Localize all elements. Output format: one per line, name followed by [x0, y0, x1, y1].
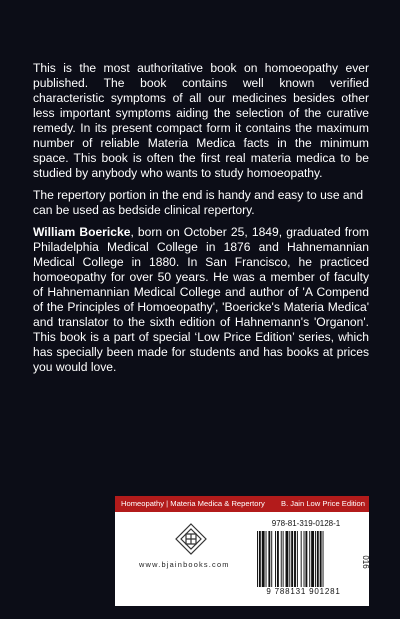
author-name: William Boericke	[33, 225, 131, 239]
bjain-logo-icon	[174, 522, 208, 556]
barcode	[256, 531, 351, 587]
barcode-bar	[283, 531, 284, 587]
barcode-bar	[277, 531, 279, 587]
barcode-bar	[262, 531, 265, 587]
author-bio-text: , born on October 25, 1849, graduated from Philadelphia Medical College in 1876 and Hahnemannian Medical College in 1880. In San Francisco, he practiced homoeopathy for over 50 years. He was a member of faculty of Hahnemannian Medical College and author of 'A Compend of the Principles of Homoeopathy', 'Boericke's Materia Medica' and translator to the sixth edition of Hahnemann's 'Organon'. This book is a part of special ‘Low Price Edition’ series, which has specially been made for students and has books at prices you would love.	[33, 225, 369, 374]
barcode-bar	[304, 531, 305, 587]
barcode-bar	[317, 531, 319, 587]
barcode-bar	[266, 531, 267, 587]
barcode-bar	[315, 531, 316, 587]
book-description	[33, 61, 369, 382]
website-url: www.bjainbooks.com	[139, 560, 230, 569]
barcode-bar	[305, 531, 307, 587]
isbn: 978-81-319-0128-1	[271, 519, 341, 528]
barcode-bar	[275, 531, 276, 587]
barcode-bar	[320, 531, 322, 587]
description-paragraph-2: The repertory portion in the end is handy and easy to use and can be used as bedside clinical repertory.	[33, 188, 364, 217]
barcode-bar	[294, 531, 296, 587]
barcode-bar	[301, 531, 302, 587]
description-paragraph-1: This is the most authoritative book on homoeopathy ever published. The book contains well known verified characteristic symptoms of all our medicines besides other less important symptoms aiding the selection of the curative remedy. In its present compact form it contains the maximum number of reliable Materia Medica facts in the minimum space. This book is often the first real materia medica to be studied by anybody who wants to study homoeopathy.	[33, 61, 369, 180]
barcode-number: 9 788131 901281	[266, 587, 341, 596]
barcode-bar	[311, 531, 314, 587]
barcode-bar	[291, 531, 293, 587]
barcode-bar	[259, 531, 261, 587]
barcode-bar	[281, 531, 282, 587]
barcode-bar	[323, 531, 324, 587]
barcode-bar	[309, 531, 310, 587]
barcode-bar	[286, 531, 289, 587]
barcode-bar	[297, 531, 298, 587]
category-bar	[115, 496, 369, 512]
author-bio	[33, 225, 369, 375]
price-code: 016	[361, 555, 370, 569]
barcode-bar	[268, 531, 270, 587]
publisher-panel	[115, 496, 369, 606]
barcode-bar	[289, 531, 290, 587]
barcode-bar	[271, 531, 272, 587]
category-label: Homeopathy | Materia Medica & Repertory	[121, 499, 265, 508]
barcode-bar	[257, 531, 258, 587]
edition-label: B. Jain Low Price Edition	[281, 499, 365, 508]
